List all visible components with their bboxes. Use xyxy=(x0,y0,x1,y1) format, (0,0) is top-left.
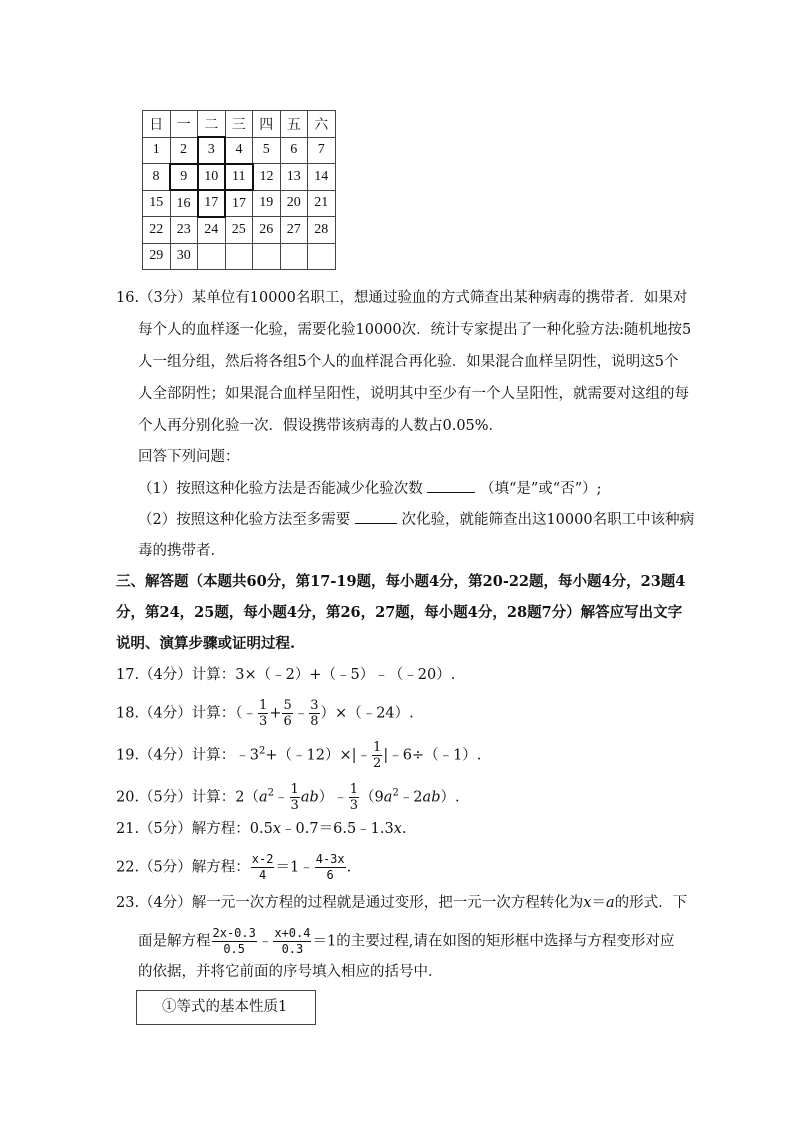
q20: 20.（5分）计算：$2(a^2﹣$ $\frac{1}{3}$ ab）﹣ $\frac{1}{3}$ $(9a^2﹣2ab)$. xyxy=(116,782,460,813)
q20-prefix: 20.（5分）计算：2（ xyxy=(116,789,260,806)
calendar-cell: 13 xyxy=(280,164,308,191)
q22: 22.（5分）解方程： $\frac{x-2}{4}$ ＝1﹣ $\frac{4-3x}{6}$ . xyxy=(116,852,352,882)
calendar-cell: 2 xyxy=(170,137,198,164)
q16-sub1 xyxy=(138,478,698,499)
q19-prefix: 19.（4分）计算：﹣3 xyxy=(116,747,260,764)
q16-sub2-rest: 次化验，就能筛查出这10000名职工中该种病 xyxy=(401,512,695,528)
calendar-cell: 4 xyxy=(225,137,253,164)
calendar-header-row xyxy=(143,111,336,138)
calendar-header: 二 xyxy=(198,111,226,138)
calendar-row xyxy=(143,137,336,164)
calendar-cell xyxy=(198,243,226,270)
calendar-cell xyxy=(225,243,253,270)
calendar-cell: 30 xyxy=(170,243,198,270)
calendar-cell-highlighted: 11 xyxy=(225,164,253,191)
calendar-cell: 1 xyxy=(143,137,171,164)
q22-prefix: 22.（5分）解方程： xyxy=(116,859,250,876)
property-label: ①等式的基本性质1 xyxy=(162,999,288,1015)
q16-sub2-end: 毒的携带者． xyxy=(138,543,225,559)
calendar-header: 五 xyxy=(280,111,308,138)
q16-prompt: 回答下列问题： xyxy=(138,449,240,465)
calendar-cell: 20 xyxy=(280,190,308,217)
q21-prefix: 21.（5分）解方程：0.5 xyxy=(116,821,273,837)
fraction: $\frac{1}{3}$ xyxy=(349,782,359,813)
fraction: $\frac{1}{3}$ xyxy=(290,782,299,813)
calendar-cell: 24 xyxy=(198,217,226,244)
calendar-cell: 19 xyxy=(253,190,281,217)
calendar-row xyxy=(143,217,336,244)
fraction: $\frac{2x-0.3}{0.5}$ xyxy=(212,926,256,956)
answer-blank-1[interactable] xyxy=(427,478,475,493)
q16-line-4: 人全部阴性；如果混合血样呈阳性，说明其中至少有一个人呈阳性，就需要对这组的每 xyxy=(138,386,689,402)
q16-line-3: 人一组分组，然后将各组5个人的血样混合再化验．如果混合血样呈阴性，说明这5个 xyxy=(138,354,679,370)
calendar-header: 三 xyxy=(225,111,253,138)
section-3-heading-line-2: 分，第24，25题，每小题4分，第26，27题，每小题4分，28题7分）解答应写出文字 xyxy=(116,604,683,621)
calendar-cell-highlighted: 3 xyxy=(198,137,226,164)
calendar-cell-highlighted: 17 xyxy=(198,190,226,217)
calendar-cell: 26 xyxy=(253,217,281,244)
calendar-cell: 22 xyxy=(143,217,171,244)
calendar-header: 四 xyxy=(253,111,281,138)
calendar-cell: 7 xyxy=(308,137,336,164)
calendar-row xyxy=(143,164,336,191)
fraction: $\frac{1}{2}$ xyxy=(373,740,382,771)
calendar-cell: 14 xyxy=(308,164,336,191)
q23-line-2: 面是解方程 $\frac{2x-0.3}{0.5}$ ﹣ $\frac{x+0.4}{0.3}$ ＝1的主要过程,请在如图的矩形框中选择与方程变形对应 xyxy=(138,926,675,956)
q16-line-1: 16.（3分）某单位有10000名职工，想通过验血的方式筛查出某种病毒的携带者．如果对 xyxy=(116,290,688,306)
calendar-header: 日 xyxy=(143,111,171,138)
calendar-cell: 16 xyxy=(170,190,198,217)
fraction: $\frac{x+0.4}{0.3}$ xyxy=(274,926,311,956)
calendar-cell: 23 xyxy=(170,217,198,244)
calendar-row xyxy=(143,243,336,270)
calendar-cell: 17 xyxy=(225,190,253,217)
q23-line-1: 23.（4分）解一元一次方程的过程就是通过变形，把一元一次方程转化为x＝a的形式．下 xyxy=(116,895,688,911)
calendar-cell-highlighted: 9 xyxy=(170,164,198,191)
calendar-table xyxy=(142,110,336,270)
calendar-cell: 15 xyxy=(143,190,171,217)
calendar-cell: 29 xyxy=(143,243,171,270)
q23-line-3: 的依据，并将它前面的序号填入相应的括号中． xyxy=(138,964,443,980)
q16-sub2 xyxy=(138,509,698,530)
fraction: $\frac{4-3x}{6}$ xyxy=(315,852,345,882)
fraction: $\frac{3}{8}$ xyxy=(310,698,319,729)
calendar-cell xyxy=(253,243,281,270)
calendar-cell: 25 xyxy=(225,217,253,244)
calendar-header: 一 xyxy=(170,111,198,138)
fraction: $\frac{x-2}{4}$ xyxy=(251,852,274,882)
q17: 17.（4分）计算：3×（﹣2）+（﹣5）﹣（﹣20）. xyxy=(116,667,456,683)
calendar-cell: 27 xyxy=(280,217,308,244)
section-3-heading-line-1: 三、解答题（本题共60分，第17-19题，每小题4分，第20-22题，每小题4分，23题4 xyxy=(116,573,686,590)
q16-line-5: 个人再分别化验一次．假设携带该病毒的人数占0.05%． xyxy=(138,418,504,434)
section-3-heading-line-3: 说明、演算步骤或证明过程. xyxy=(116,635,296,652)
q16-sub1-hint: （填“是”或“否”）; xyxy=(479,481,602,497)
answer-blank-2[interactable] xyxy=(355,509,397,524)
fraction: $\frac{5}{6}$ xyxy=(283,698,292,729)
calendar-cell: 6 xyxy=(280,137,308,164)
q16-sub2-text: （2）按照这种化验方法至多需要 xyxy=(138,512,351,528)
calendar-cell-highlighted: 10 xyxy=(198,164,226,191)
q16-sub1-text: （1）按照这种化验方法是否能减少化验次数 xyxy=(138,481,423,497)
q18: 18.（4分）计算：（﹣ $\frac{1}{3}$ + $\frac{5}{6}$ ﹣ $\frac{3}{8}$ ）×（﹣24）. xyxy=(116,698,414,729)
calendar-cell: 28 xyxy=(308,217,336,244)
calendar-cell xyxy=(308,243,336,270)
calendar-row xyxy=(143,190,336,217)
calendar-cell: 8 xyxy=(143,164,171,191)
calendar-header: 六 xyxy=(308,111,336,138)
q18-prefix: 18.（4分）计算：（﹣ xyxy=(116,705,258,722)
q21: 21.（5分）解方程：0.5x﹣0.7＝6.5﹣1.3x. xyxy=(116,821,407,837)
calendar-cell xyxy=(280,243,308,270)
q19: 19.（4分）计算：$﹣3^2+(﹣12)\times|﹣$ $\frac{1}{2}$ |﹣6÷（﹣1）. xyxy=(116,740,482,771)
q16-line-2: 每个人的血样逐一化验，需要化验10000次．统计专家提出了一种化验方法:随机地按5 xyxy=(138,322,692,338)
calendar-cell: 5 xyxy=(253,137,281,164)
property-box xyxy=(136,990,316,1025)
calendar-cell: 21 xyxy=(308,190,336,217)
fraction: $\frac{1}{3}$ xyxy=(259,698,268,729)
calendar-cell: 12 xyxy=(253,164,281,191)
